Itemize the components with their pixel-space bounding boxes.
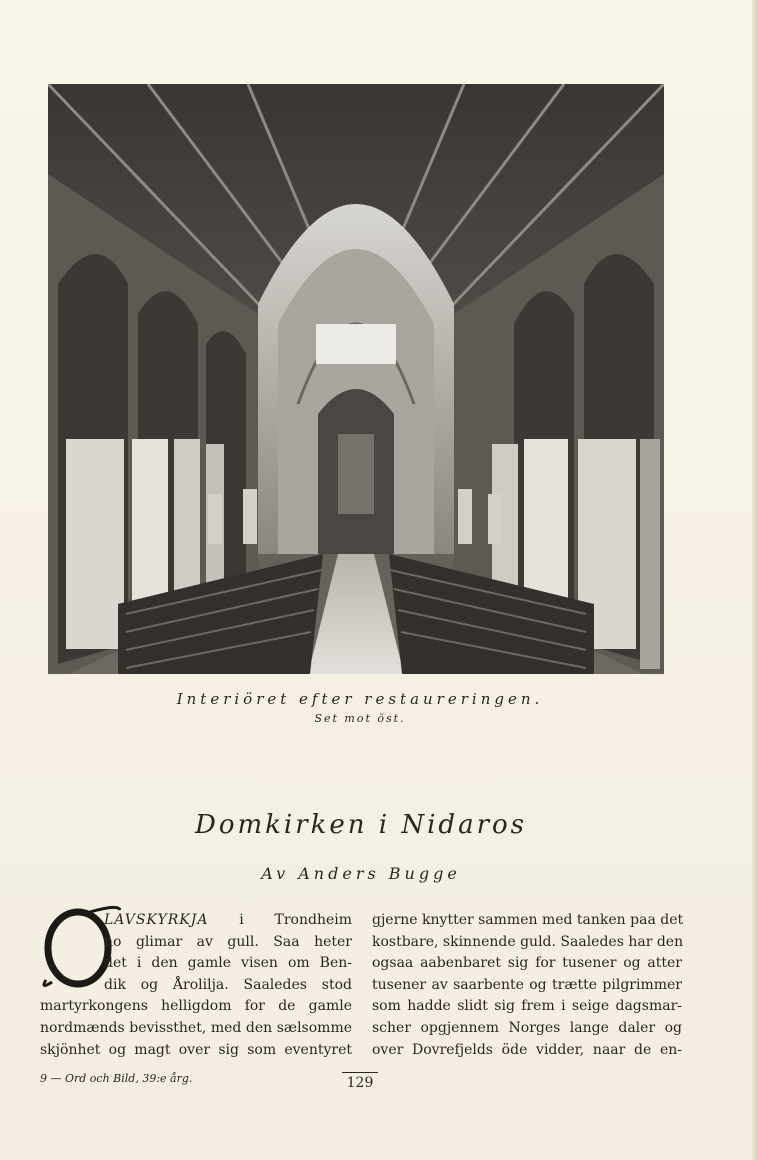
text-line: nordmænds bevissthet, med den sælsomme	[40, 1019, 352, 1036]
figure-subcaption: Set mot öst.	[314, 712, 406, 725]
text-line: kostbare, skinnende guld. Saaledes har den	[372, 933, 684, 950]
source-note: 9 — Ord och Bild, 39:e årg.	[40, 1072, 193, 1085]
left-column	[40, 910, 352, 1061]
text-line: det i den gamle visen om Ben-	[104, 955, 352, 972]
article-byline: Av Anders Bugge	[261, 864, 461, 883]
text-line: ho glimar av gull. Saa heter	[104, 933, 352, 950]
text-line: dik og Årolilja. Saaledes stod	[104, 976, 352, 993]
text-line: martyrkongens helligdom for de gamle	[40, 998, 352, 1015]
text-line: som hadde slidt sig frem i seige dagsmar-	[372, 998, 682, 1015]
text-line: scher opgjennem Norges lange daler og	[372, 1019, 682, 1036]
text-line: ogsaa aabenbaret sig for tusener og atter	[372, 955, 682, 972]
cathedral-interior-photo	[48, 84, 664, 674]
text-line: tusener av saarbente og trætte pilgrimmer	[372, 976, 682, 993]
figure-caption: Interiöret efter restaureringen.	[176, 690, 544, 708]
paper-edge	[752, 0, 758, 1160]
right-column	[372, 910, 682, 1061]
drop-cap-letter: O	[40, 904, 41, 905]
text-line: over Dovrefjelds öde vidder, naar de en-	[372, 1041, 682, 1058]
page-number: 129	[342, 1072, 378, 1091]
article-title: Domkirken i Nidaros	[194, 810, 528, 840]
text-line: LAVSKYRKJA i Trondheim	[104, 912, 352, 928]
text-line: skjönhet og magt over sig som eventyret	[40, 1041, 352, 1058]
text-line: gjerne knytter sammen med tanken paa det	[372, 912, 684, 928]
